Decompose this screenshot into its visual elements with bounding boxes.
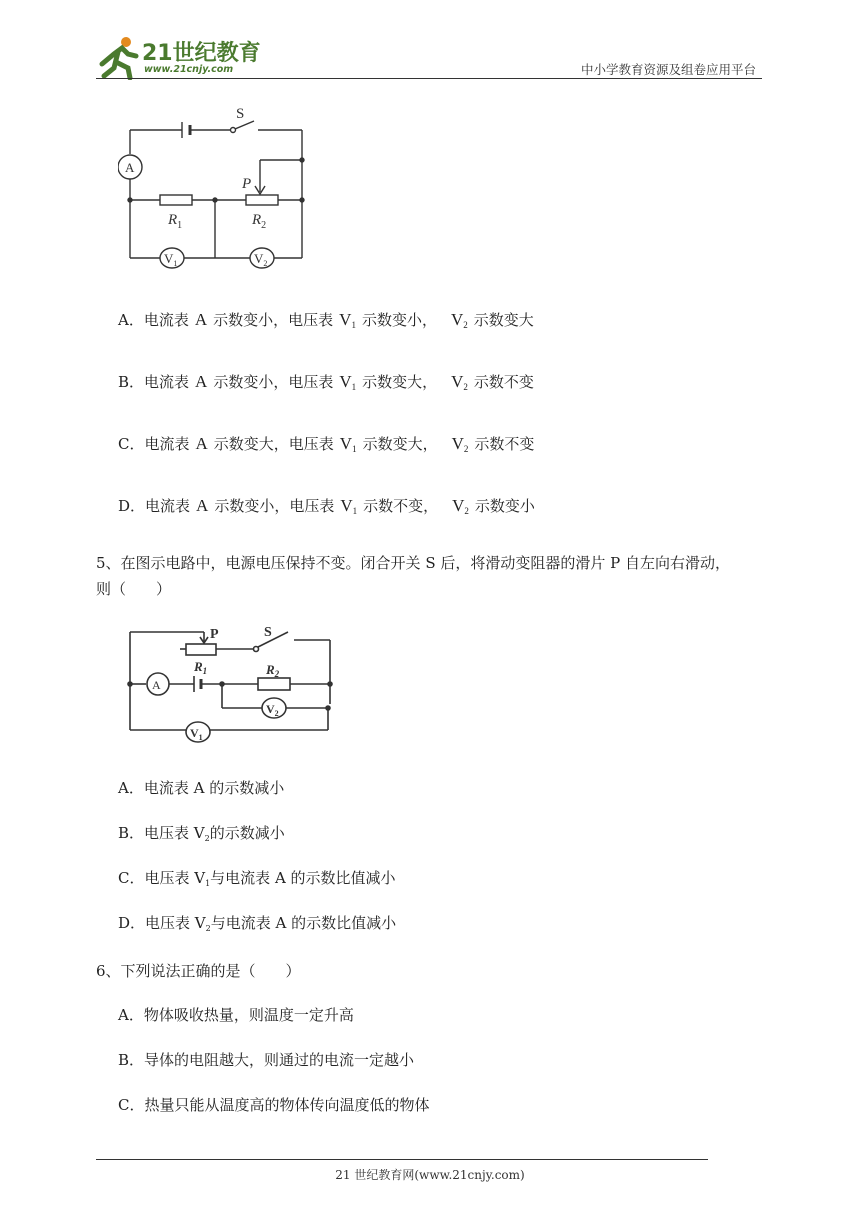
r1-label: $R_1$	[168, 212, 183, 231]
q6-option: A．物体吸收热量，则温度一定升高	[118, 1006, 354, 1024]
logo-main-text: 21世纪教育	[142, 41, 261, 66]
switch-s-label: S	[264, 625, 272, 640]
resistor-r1	[160, 195, 192, 205]
q6-option: B．导体的电阻越大，则通过的电流一定越小	[118, 1051, 415, 1069]
v1-label: $V_1$	[164, 251, 178, 268]
q4-option: D．电流表 A 示数变小，电压表 $V_1$ 示数不变， $V_2$ 示数变小	[118, 496, 535, 516]
platform-title: 中小学教育资源及组卷应用平台	[580, 62, 756, 77]
circuit-diagram-2	[124, 622, 344, 747]
q6-stem: 6、下列说法正确的是（ ）	[96, 962, 301, 980]
q4-option: B．电流表 A 示数变小，电压表 $V_1$ 示数变大， $V_2$ 示数不变	[118, 372, 534, 392]
circuit-diagram-1	[118, 100, 318, 275]
q5-option: C．电压表 $V_1$与电流表 A 的示数比值减小	[118, 869, 396, 888]
slider-p-label: P	[210, 627, 219, 642]
rheostat-r1	[186, 644, 216, 655]
q5-option: D．电压表 $V_2$与电流表 A 的示数比值减小	[118, 914, 397, 933]
resistor-r2	[246, 195, 278, 205]
r2-label-2: $R_2$	[266, 662, 280, 679]
v2-label: $V_2$	[254, 251, 268, 268]
slider-label: P	[242, 176, 252, 192]
footer-text: 21 世纪教育网(www.21cnjy.com)	[335, 1168, 525, 1182]
logo-url-text: www.21cnjy.com	[144, 64, 234, 75]
r1-label-2: $R_1$	[194, 659, 208, 676]
q5-option: A．电流表 A 的示数减小	[118, 779, 285, 797]
switch-blade	[235, 121, 254, 129]
resistor-r2-2	[258, 678, 290, 690]
switch-s-blade	[258, 632, 288, 647]
switch-label: S	[236, 106, 245, 122]
q4-option: C．电流表 A 示数变大，电压表 $V_1$ 示数变大， $V_2$ 示数不变	[118, 434, 535, 454]
q4-option: A．电流表 A 示数变小，电压表 $V_1$ 示数变小， $V_2$ 示数变大	[118, 310, 534, 330]
v2-label-2: $V_2$	[266, 702, 279, 718]
q5-option: B．电压表 $V_2$的示数减小	[118, 824, 285, 843]
header-divider	[96, 78, 762, 79]
q6-option: C．热量只能从温度高的物体传向温度低的物体	[118, 1096, 430, 1114]
q5-stem-line2: 则（ ）	[96, 580, 172, 598]
v1-label-2: $V_1$	[190, 726, 203, 742]
ammeter-2-label: A	[152, 678, 161, 692]
switch-pivot	[231, 128, 236, 133]
switch-s-pivot	[254, 647, 259, 652]
runner-logo-icon	[94, 34, 144, 80]
ammeter-label: A	[125, 160, 135, 175]
r2-label: $R_2$	[252, 212, 267, 231]
site-logo	[94, 34, 264, 80]
q5-stem-line1: 5、在图示电路中，电源电压保持不变。闭合开关 S 后，将滑动变阻器的滑片 P 自左向右滑动，	[96, 554, 730, 572]
footer-divider	[96, 1159, 708, 1160]
